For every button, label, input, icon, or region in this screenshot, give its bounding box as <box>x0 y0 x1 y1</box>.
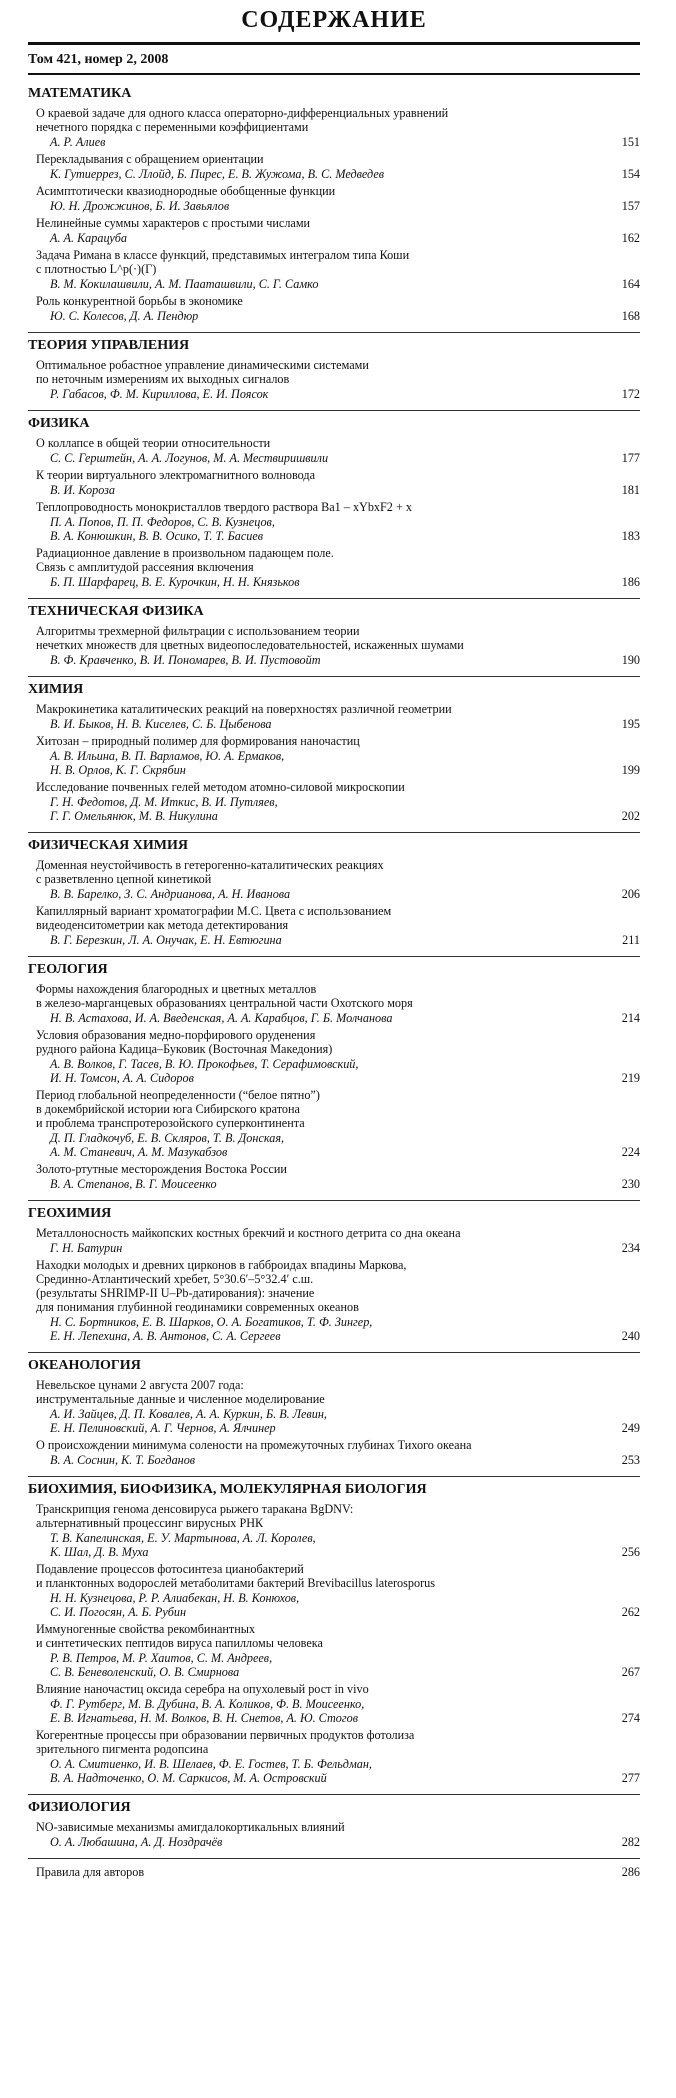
entry-title-line: зрительного пигмента родопсина <box>36 1742 209 1756</box>
entry-body <box>28 468 598 497</box>
entry-authors-line: Н. С. Бортников, Е. В. Шарков, О. А. Богатиков, Т. Ф. Зингер, <box>50 1315 373 1329</box>
entry-authors-line: В. М. Кокилашвили, А. М. Паатaшвили, С. Г. Самко <box>50 277 319 291</box>
toc-entry[interactable] <box>28 858 640 901</box>
toc-entry[interactable] <box>28 1682 640 1725</box>
entry-title-line: Металлоносность майкопских костных брекчий и костного детрита со дна океана <box>36 1226 461 1240</box>
entry-title-line: и планктонных водорослей метаболитами бактерий Brevibacillus laterosporus <box>36 1576 435 1590</box>
entry-body <box>28 1502 598 1559</box>
entry-authors-line: Р. В. Петров, М. Р. Хаитов, С. М. Андреев, <box>50 1651 273 1665</box>
entry-page-number: 162 <box>621 231 640 245</box>
toc-section <box>28 599 640 677</box>
entry-authors <box>36 1056 598 1085</box>
toc-entry[interactable] <box>28 1562 640 1619</box>
entry-body <box>28 780 598 823</box>
entry-title <box>36 468 598 482</box>
entry-title <box>36 1378 598 1406</box>
entry-title <box>36 1258 598 1314</box>
entry-authors <box>36 1650 598 1679</box>
entry-title-line: Капиллярный вариант хроматографии М.С. Цвета с использованием <box>36 904 392 918</box>
issue-rule <box>28 73 640 75</box>
entry-page-number: 190 <box>621 653 640 667</box>
entry-title-line: инструментальные данные и численное моделирование <box>36 1392 325 1406</box>
page-title: СОДЕРЖАНИЕ <box>241 7 427 33</box>
toc-entry[interactable] <box>28 1728 640 1785</box>
entry-page-number: 234 <box>621 1241 640 1255</box>
entry-title <box>36 358 598 386</box>
entry-title <box>36 624 598 652</box>
entry-authors-line: Н. В. Орлов, К. Г. Скрябин <box>50 763 186 777</box>
toc-entry[interactable] <box>28 1088 640 1159</box>
toc-section <box>28 957 640 1201</box>
entry-title-line: Формы нахождения благородных и цветных металлов <box>36 982 317 996</box>
entry-body <box>28 982 598 1025</box>
entry-title-line: по неточным измерениям их выходных сигналов <box>36 372 290 386</box>
entry-authors-line: К. Шал, Д. В. Муха <box>50 1545 149 1559</box>
entry-title-line: Роль конкурентной борьбы в экономике <box>36 294 243 308</box>
entry-title-line: Теплопроводность монокристаллов твердого раствора Ba1 – xYbxF2 + x <box>36 500 412 514</box>
entry-authors <box>36 482 598 497</box>
toc-section <box>28 333 640 411</box>
entry-authors-line: В. А. Степанов, В. Г. Моисеенко <box>50 1177 217 1191</box>
entry-title <box>36 734 598 748</box>
entry-title-line: Доменная неустойчивость в гетерогенно-каталитических реакциях <box>36 858 384 872</box>
entry-authors <box>36 1176 598 1191</box>
section-title: ФИЗИЧЕСКАЯ ХИМИЯ <box>28 838 189 853</box>
toc-entry[interactable] <box>28 248 640 291</box>
entry-authors-line: В. А. Надточенко, О. М. Саркисов, М. А. Островский <box>50 1771 327 1785</box>
entry-authors <box>36 514 598 543</box>
entry-body <box>28 152 598 181</box>
section-title: ГЕОХИМИЯ <box>28 1206 112 1221</box>
toc-entry[interactable] <box>28 1226 640 1255</box>
entry-title <box>36 1562 598 1590</box>
entry-authors-line: С. В. Беневоленский, О. В. Смирнова <box>50 1665 240 1679</box>
entry-authors <box>36 1696 598 1725</box>
entry-title <box>36 1682 598 1696</box>
toc-entry[interactable] <box>28 152 640 181</box>
final-entry-page: 286 <box>621 1865 640 1879</box>
entry-authors-line: Г. Г. Омельянюк, М. В. Никулина <box>50 809 218 823</box>
toc-section <box>28 81 640 333</box>
toc-entry[interactable] <box>28 294 640 323</box>
entry-authors-line: А. М. Станевич, А. М. Мазукабзов <box>50 1145 228 1159</box>
entry-authors-line: С. И. Погосян, А. Б. Рубин <box>50 1605 187 1619</box>
entry-title-line: К теории виртуального электромагнитного волновода <box>36 468 315 482</box>
entry-authors-line: В. И. Короза <box>50 483 116 497</box>
entry-body <box>28 546 598 589</box>
entry-page-number: 199 <box>621 763 640 777</box>
sections-container <box>28 81 640 1859</box>
entry-title <box>36 1028 598 1056</box>
entry-authors <box>36 1314 598 1343</box>
entry-page-number: 186 <box>621 575 640 589</box>
toc-section <box>28 1201 640 1353</box>
entry-title <box>36 780 598 794</box>
entry-authors <box>36 1130 598 1159</box>
entry-title-line: рудного района Кадица–Буковик (Восточная Македония) <box>36 1042 333 1056</box>
entry-authors <box>36 886 598 901</box>
entry-title <box>36 1438 598 1452</box>
entry-authors-line: А. В. Ильина, В. П. Варламов, Ю. А. Ермаков, <box>50 749 285 763</box>
entry-page-number: 274 <box>621 1711 640 1725</box>
entry-authors <box>36 1452 598 1467</box>
entry-title-line: нечетких множеств для цветных видеопоследовательностей, искаженных шумами <box>36 638 464 652</box>
entry-title-line: Период глобальной неопределенности (“белое пятно”) <box>36 1088 320 1102</box>
entry-authors-line: В. В. Барелко, З. С. Андрианова, А. Н. Иванова <box>50 887 291 901</box>
entry-authors-line: П. А. Попов, П. П. Федоров, С. В. Кузнецов, <box>50 515 275 529</box>
entry-authors-line: Е. Н. Пелиновский, А. Г. Чернов, А. Ялчинер <box>50 1421 276 1435</box>
entry-title <box>36 500 598 514</box>
entry-authors-line: В. А. Конюшкин, В. В. Осико, Т. Т. Басиев <box>50 529 264 543</box>
entry-page-number: 206 <box>621 887 640 901</box>
entry-page-number: 262 <box>621 1605 640 1619</box>
entry-authors <box>36 386 598 401</box>
entry-authors-line: В. Ф. Кравченко, В. И. Пономарев, В. И. Пустовойт <box>50 653 321 667</box>
toc-entry[interactable] <box>28 500 640 543</box>
entry-page-number: 211 <box>622 933 640 947</box>
entry-title-line: Влияние наночастиц оксида серебра на опухолевый рост in vivo <box>36 1682 369 1696</box>
entry-title <box>36 184 598 198</box>
entry-body <box>28 624 598 667</box>
entry-title-line: Макрокинетика каталитических реакций на поверхностях различной геометрии <box>36 702 452 716</box>
toc-entry[interactable] <box>28 702 640 731</box>
entry-title <box>36 248 598 276</box>
entry-title-line: Золото-ртутные месторождения Востока России <box>36 1162 287 1176</box>
entry-body <box>28 1682 598 1725</box>
entry-page-number: 181 <box>621 483 640 497</box>
entry-title-line: Алгоритмы трехмерной фильтрации с использованием теории <box>36 624 360 638</box>
section-title: ГЕОЛОГИЯ <box>28 962 108 977</box>
toc-entry[interactable] <box>28 106 640 149</box>
entry-body <box>28 500 598 543</box>
final-entry[interactable] <box>28 1859 640 1879</box>
entry-title-line: Радиационное давление в произвольном падающем поле. <box>36 546 334 560</box>
entry-authors-line: Ю. С. Колесов, Д. А. Пендюр <box>50 309 199 323</box>
entry-title-line: Асимптотически квазиоднородные обобщенные функции <box>36 184 336 198</box>
entry-title-line: Транскрипция генома денсовируса рыжего таракана BgDNV: <box>36 1502 354 1516</box>
entry-title-line: Нелинейные суммы характеров с простыми числами <box>36 216 311 230</box>
entry-page-number: 157 <box>621 199 640 213</box>
entry-authors-line: В. А. Соснин, К. Т. Богданов <box>50 1453 196 1467</box>
toc-entry[interactable] <box>28 780 640 823</box>
entry-page-number: 240 <box>621 1329 640 1343</box>
toc-entry[interactable] <box>28 904 640 947</box>
entry-title <box>36 106 598 134</box>
entry-authors-line: Ф. Г. Рутберг, М. В. Дубина, В. А. Коликов, Ф. В. Моисеенко, <box>50 1697 365 1711</box>
entry-body <box>28 702 598 731</box>
entry-title <box>36 1820 598 1834</box>
entry-authors <box>36 1756 598 1785</box>
entry-authors-line: С. С. Герштейн, А. А. Логунов, М. А. Мествиришвили <box>50 451 329 465</box>
entry-authors-line: Б. П. Шарфарец, В. Е. Курочкин, Н. Н. Князьков <box>50 575 300 589</box>
toc-entry[interactable] <box>28 358 640 401</box>
toc-entry[interactable] <box>28 436 640 465</box>
toc-section <box>28 1795 640 1859</box>
entry-page-number: 202 <box>621 809 640 823</box>
toc-entry[interactable] <box>28 216 640 245</box>
entry-title-line: NO-зависимые механизмы амигдалокортикальных влияний <box>36 1820 345 1834</box>
entry-authors <box>36 1590 598 1619</box>
entry-title <box>36 546 598 574</box>
toc-entry[interactable] <box>28 1622 640 1679</box>
entry-title <box>36 1622 598 1650</box>
entry-authors-line: Н. В. Астахова, И. А. Введенская, А. А. Карабцов, Г. Б. Молчанова <box>50 1011 393 1025</box>
entry-page-number: 230 <box>621 1177 640 1191</box>
entry-page-number: 164 <box>621 277 640 291</box>
entry-body <box>28 294 598 323</box>
entry-authors-line: Е. В. Игнатьева, Н. М. Волков, В. Н. Снетов, А. Ю. Стогов <box>50 1711 359 1725</box>
entry-title-line: в железо-марганцевых образованиях центральной части Охотского моря <box>36 996 413 1010</box>
entry-body <box>28 184 598 213</box>
entry-title-line: Невельское цунами 2 августа 2007 года: <box>36 1378 244 1392</box>
entry-authors <box>36 1406 598 1435</box>
entry-authors <box>36 652 598 667</box>
entry-title-line: и проблема транспротерозойского суперконтинента <box>36 1116 305 1130</box>
toc-entry[interactable] <box>28 982 640 1025</box>
entry-authors-line: А. А. Карацуба <box>50 231 128 245</box>
entry-authors-line: В. Г. Березкин, Л. А. Онучак, Е. Н. Евтюгина <box>50 933 282 947</box>
toc-section <box>28 1477 640 1795</box>
entry-body <box>28 1438 598 1467</box>
entry-body <box>28 1258 598 1343</box>
entry-body <box>28 1226 598 1255</box>
entry-page-number: 219 <box>621 1071 640 1085</box>
entry-authors <box>36 308 598 323</box>
entry-authors <box>36 450 598 465</box>
toc-entry[interactable] <box>28 1438 640 1467</box>
entry-authors-line: Р. Габасов, Ф. М. Кириллова, Е. И. Поясок <box>50 387 269 401</box>
toc-section <box>28 1353 640 1477</box>
entry-page-number: 253 <box>621 1453 640 1467</box>
entry-authors-line: Д. П. Гладкочуб, Е. В. Скляров, Т. В. Донская, <box>50 1131 285 1145</box>
section-title: БИОХИМИЯ, БИОФИЗИКА, МОЛЕКУЛЯРНАЯ БИОЛОГИЯ <box>28 1482 427 1497</box>
entry-title-line: О коллапсе в общей теории относительности <box>36 436 271 450</box>
toc-entry[interactable] <box>28 734 640 777</box>
entry-body <box>28 1622 598 1679</box>
entry-title-line: Исследование почвенных гелей методом атомно-силовой микроскопии <box>36 780 405 794</box>
section-title: МАТЕМАТИКА <box>28 86 132 101</box>
entry-page-number: 267 <box>621 1665 640 1679</box>
entry-authors-line: К. Гутиеррез, С. Ллойд, Б. Пирес, Е. В. Жужома, В. С. Медведев <box>50 167 385 181</box>
entry-title <box>36 1162 598 1176</box>
toc-entry[interactable] <box>28 1502 640 1559</box>
section-title: ТЕХНИЧЕСКАЯ ФИЗИКА <box>28 604 204 619</box>
entry-title <box>36 216 598 230</box>
entry-title-line: Условия образования медно-порфирового оруденения <box>36 1028 316 1042</box>
entry-body <box>28 436 598 465</box>
entry-authors <box>36 134 598 149</box>
entry-authors-line: Е. Н. Лепехина, А. В. Антонов, С. А. Сергеев <box>50 1329 281 1343</box>
entry-authors-line: Ю. Н. Дрожжинов, Б. И. Завьялов <box>50 199 230 213</box>
entry-authors <box>36 932 598 947</box>
entry-page-number: 177 <box>621 451 640 465</box>
entry-title-line: О краевой задаче для одного класса операторно-дифференциальных уравнений <box>36 106 449 120</box>
entry-title-line: с плотностью L^p(·)(Г) <box>36 262 157 276</box>
entry-title-line: О происхождении минимума солености на промежуточных глубинах Тихого океана <box>36 1438 472 1452</box>
entry-title-line: альтернативный процессинг вирусных РНК <box>36 1516 264 1530</box>
entry-authors <box>36 574 598 589</box>
entry-title-line: и синтетических пептидов вируса папилломы человека <box>36 1636 323 1650</box>
entry-title <box>36 1502 598 1530</box>
entry-title-line: нечетного порядка с переменными коэффициентами <box>36 120 309 134</box>
entry-title <box>36 294 598 308</box>
entry-body <box>28 1162 598 1191</box>
toc-section <box>28 411 640 599</box>
entry-authors-line: А. И. Зайцев, Д. П. Ковалев, А. А. Куркин, Б. В. Левин, <box>50 1407 327 1421</box>
entry-title-line: Когерентные процессы при образовании первичных продуктов фотолиза <box>36 1728 415 1742</box>
toc-entry[interactable] <box>28 1028 640 1085</box>
entry-page-number: 256 <box>621 1545 640 1559</box>
entry-body <box>28 904 598 947</box>
entry-title <box>36 1088 598 1130</box>
entry-page-number: 214 <box>621 1011 640 1025</box>
toc-section <box>28 677 640 833</box>
entry-title <box>36 436 598 450</box>
entry-page-number: 183 <box>621 529 640 543</box>
toc-entry[interactable] <box>28 184 640 213</box>
entry-title-line: Хитозан – природный полимер для формирования наночастиц <box>36 734 360 748</box>
entry-page-number: 249 <box>621 1421 640 1435</box>
section-title: ОКЕАНОЛОГИЯ <box>28 1358 141 1373</box>
entry-title-line: видеоденситометрии как метода детектирования <box>36 918 289 932</box>
entry-authors <box>36 276 598 291</box>
entry-title-line: Срединно-Атлантический хребет, 5°30.6′–5°32.4′ с.ш. <box>36 1272 314 1286</box>
entry-page-number: 151 <box>621 135 640 149</box>
entry-body <box>28 358 598 401</box>
entry-authors <box>36 1010 598 1025</box>
toc-entry[interactable] <box>28 1820 640 1849</box>
entry-body <box>28 1378 598 1435</box>
entry-authors <box>36 794 598 823</box>
final-entry-title: Правила для авторов <box>36 1865 145 1879</box>
entry-body <box>28 858 598 901</box>
section-title: ФИЗИКА <box>28 416 90 431</box>
entry-authors <box>36 230 598 245</box>
toc-entry[interactable] <box>28 1162 640 1191</box>
entry-title-line: для понимания глубинной геодинамики современных океанов <box>36 1300 359 1314</box>
toc-entry[interactable] <box>28 468 640 497</box>
toc-entry[interactable] <box>28 546 640 589</box>
entry-title <box>36 982 598 1010</box>
entry-body <box>28 1562 598 1619</box>
entry-title <box>36 152 598 166</box>
entry-title <box>36 1226 598 1240</box>
entry-page-number: 224 <box>621 1145 640 1159</box>
entry-authors-line: Т. В. Капелинская, Е. У. Мартынова, А. Л. Королев, <box>50 1531 316 1545</box>
entry-authors-line: Н. Н. Кузнецова, Р. Р. Алиабекан, Н. В. Конюхов, <box>50 1591 300 1605</box>
entry-authors-line: В. И. Быков, Н. В. Киселев, С. Б. Цыбенова <box>50 717 272 731</box>
entry-body <box>28 1820 598 1849</box>
entry-title <box>36 858 598 886</box>
entry-page-number: 172 <box>621 387 640 401</box>
entry-authors <box>36 748 598 777</box>
entry-page-number: 282 <box>621 1835 640 1849</box>
toc-entry[interactable] <box>28 624 640 667</box>
entry-body <box>28 216 598 245</box>
entry-authors-line: О. А. Смитиенко, И. В. Шелаев, Ф. Е. Гостев, Т. Б. Фельдман, <box>50 1757 372 1771</box>
entry-authors-line: А. В. Волков, Г. Тасев, В. Ю. Прокофьев, Т. Серафимовский, <box>50 1057 359 1071</box>
entry-authors <box>36 1834 598 1849</box>
entry-title <box>36 904 598 932</box>
toc-entry[interactable] <box>28 1378 640 1435</box>
entry-page-number: 154 <box>621 167 640 181</box>
issue-line: Том 421, номер 2, 2008 <box>28 52 169 67</box>
entry-authors <box>36 716 598 731</box>
entry-title-line: Задача Римана в классе функций, представимых интегралом типа Коши <box>36 248 410 262</box>
entry-authors-line: Г. Н. Федотов, Д. М. Иткис, В. И. Путляев, <box>50 795 278 809</box>
entry-body <box>28 1028 598 1085</box>
entry-authors-line: А. Р. Алиев <box>50 135 106 149</box>
section-title: ТЕОРИЯ УПРАВЛЕНИЯ <box>28 338 190 353</box>
entry-authors-line: И. Н. Томсон, А. А. Сидоров <box>50 1071 194 1085</box>
section-title: ФИЗИОЛОГИЯ <box>28 1800 131 1815</box>
entry-title-line: в докембрийской истории юга Сибирского кратона <box>36 1102 300 1116</box>
entry-title-line: (результаты SHRIMP-II U–Pb-датирования): значение <box>36 1286 315 1300</box>
entry-title-line: Иммуногенные свойства рекомбинантных <box>36 1622 256 1636</box>
entry-title-line: с разветвленно цепной кинетикой <box>36 872 212 886</box>
entry-page-number: 168 <box>621 309 640 323</box>
entry-authors <box>36 1240 598 1255</box>
entry-body <box>28 1728 598 1785</box>
entry-title-line: Связь с амплитудой рассеяния включения <box>36 560 254 574</box>
entry-authors <box>36 198 598 213</box>
entry-body <box>28 734 598 777</box>
entry-authors-line: Г. Н. Батурин <box>50 1241 123 1255</box>
entry-title-line: Находки молодых и древних цирконов в габброидах впадины Маркова, <box>36 1258 407 1272</box>
entry-authors <box>36 1530 598 1559</box>
entry-title-line: Подавление процессов фотосинтеза цианобактерий <box>36 1562 304 1576</box>
entry-title-line: Оптимальное робастное управление динамическими системами <box>36 358 369 372</box>
entry-page-number: 277 <box>621 1771 640 1785</box>
entry-authors-line: О. А. Любашина, А. Д. Ноздрачёв <box>50 1835 223 1849</box>
entry-page-number: 195 <box>621 717 640 731</box>
entry-title-line: Перекладывания с обращением ориентации <box>36 152 264 166</box>
entry-title <box>36 702 598 716</box>
toc-entry[interactable] <box>28 1258 640 1343</box>
section-title: ХИМИЯ <box>28 682 84 697</box>
entry-title <box>36 1728 598 1756</box>
entry-body <box>28 106 598 149</box>
entry-body <box>28 1088 598 1159</box>
entry-body <box>28 248 598 291</box>
entry-authors <box>36 166 598 181</box>
toc-section <box>28 833 640 957</box>
